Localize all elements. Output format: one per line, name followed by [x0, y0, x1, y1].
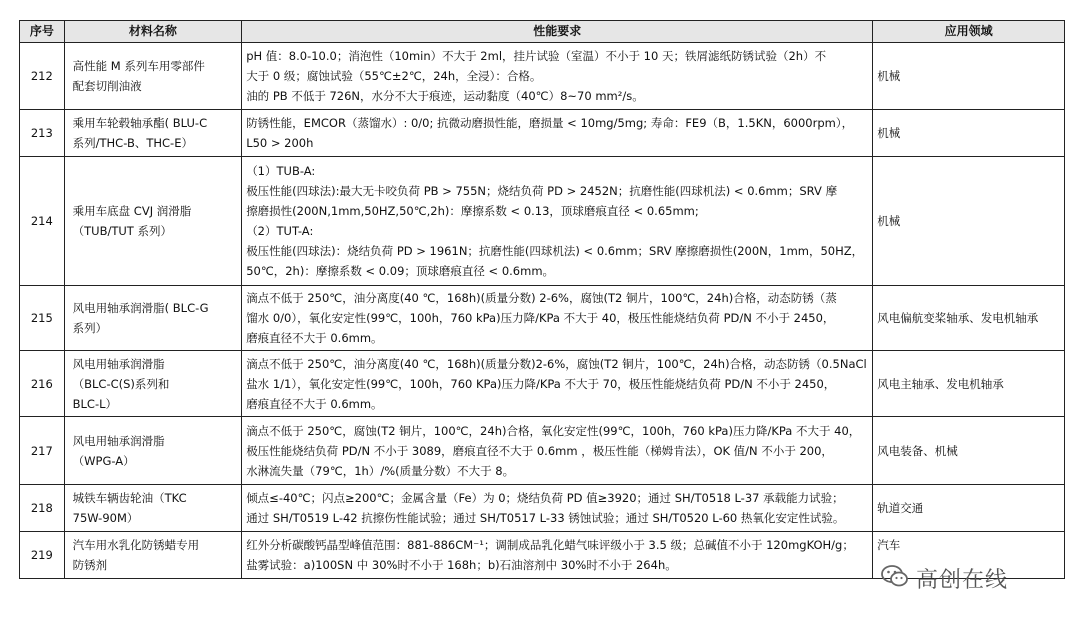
req-line: 防锈性能，EMCOR（蒸馏水）: 0/0; 抗微动磨损性能，磨损量 < 10mg/5mg; 寿命：FE9（B，1.5KN，6000rpm），	[246, 116, 854, 130]
name-line: 配套切削油液	[72, 79, 142, 93]
req-line: 极压性能(四球法)：烧结负荷 PD > 1961N；抗磨性能(四球机法) < 0.6mm；SRV 摩擦磨损性(200N，1mm，50HZ，	[246, 244, 864, 258]
application-text: 汽车	[877, 538, 901, 552]
material-name	[64, 286, 242, 351]
name-line: BLC-L）	[72, 396, 118, 411]
req-line: 倾点≤-40℃；闪点≥200℃；金属含量（Fe）为 0；烧结负荷 PD 值≥3920；通过 SH/T0518 L-37 承载能力试验；	[246, 491, 844, 505]
row-number: 213	[20, 110, 65, 157]
name-line: 城铁车辆齿轮油（TKC	[72, 491, 187, 505]
row-number: 216	[20, 351, 65, 417]
application-field: 机械	[873, 157, 1065, 286]
req-line: 磨痕直径不大于 0.6mm。	[246, 396, 383, 411]
row-number: 212	[20, 43, 65, 110]
req-line: 盐雾试验：a)100SN 中 30%时不小于 168h；b)石油溶剂中 30%时不小于 264h。	[246, 558, 677, 572]
name-line: 风电用轴承润滑脂	[72, 433, 165, 448]
req-line: 红外分析碳酸钙晶型峰值范围：881-886CM⁻¹；调制成品乳化蜡气味评级小于 3.5 级；总碱值不小于 120mgKOH/g；	[246, 538, 854, 552]
watermark-text: 高创在线	[916, 567, 1009, 593]
req-line: 擦磨损性(200N,1mm,50HZ,50℃,2h)：摩擦系数 < 0.13，顶球磨痕直径 < 0.65mm;	[246, 204, 699, 218]
material-name	[64, 485, 242, 532]
name-line: 汽车用水乳化防锈蜡专用	[72, 538, 200, 552]
row-number: 217	[20, 417, 65, 485]
wechat-icon	[880, 563, 910, 593]
header-requirements: 性能要求	[242, 21, 873, 43]
table-row	[20, 485, 1065, 532]
req-line: 滴点不低于 250℃，油分离度(40 ℃，168h)(质量分数)2-6%，腐蚀(T2 铜片，100℃，24h)合格，动态防锈（0.5NaCl	[246, 356, 867, 371]
table-row	[20, 43, 1065, 110]
material-name	[64, 532, 242, 579]
req-line: 滴点不低于 250℃，腐蚀(T2 铜片，100℃，24h)合格，氧化安定性(99℃，100h，760 kPa)压力降/KPa 不大于 40，	[246, 423, 861, 438]
requirements	[242, 485, 873, 532]
requirements	[242, 532, 873, 579]
application-field: 风电装备、机械	[873, 417, 1065, 485]
req-line: 50℃，2h)：摩擦系数 < 0.09；顶球磨痕直径 < 0.6mm。	[246, 264, 555, 278]
name-line: （WPG-A）	[72, 453, 135, 468]
requirements	[242, 43, 873, 110]
req-line: 磨痕直径不大于 0.6mm。	[246, 331, 383, 345]
name-line: 风电用轴承润滑脂( BLC-G	[72, 301, 209, 315]
req-line: L50 > 200h	[246, 136, 314, 150]
row-number: 215	[20, 286, 65, 351]
row-number: 219	[20, 532, 65, 579]
watermark	[880, 563, 1060, 593]
req-line: 通过 SH/T0519 L-42 抗擦伤性能试验；通过 SH/T0517 L-33 锈蚀试验；通过 SH/T0520 L-60 热氧化安定性试验。	[246, 511, 845, 525]
application-field: 轨道交通	[873, 485, 1065, 532]
req-line: （2）TUT-A:	[246, 224, 314, 238]
name-line: 75W-90M）	[72, 511, 139, 525]
req-line: 盐水 1/1），氧化安定性(99℃，100h，760 KPa)压力降/KPa 不大于 70，极压性能烧结负荷 PD/N 不小于 2450，	[246, 376, 836, 391]
req-line: 极压性能烧结负荷 PD/N 不小于 3089，磨痕直径不大于 0.6mm ，极压性能（梯姆肯法），OK 值/N 不小于 200，	[246, 443, 833, 458]
application-field: 机械	[873, 110, 1065, 157]
row-number: 214	[20, 157, 65, 286]
req-line: 油的 PB 不低于 726N，水分不大于痕迹，运动黏度（40℃）8~70 mm²/s。	[246, 89, 644, 103]
material-name	[64, 157, 242, 286]
materials-table	[19, 20, 1065, 579]
req-line: 水淋流失量（79℃，1h）/%(质量分数）不大于 8。	[246, 463, 515, 478]
material-name	[64, 110, 242, 157]
name-line: 防锈剂	[72, 558, 108, 572]
name-line: 高性能 M 系列车用零部件	[72, 59, 205, 73]
table-row	[20, 286, 1065, 351]
name-line: （TUB/TUT 系列）	[72, 224, 172, 238]
req-line: 馏水 0/0），氧化安定性(99℃，100h，760 kPa)压力降/KPa 不大于 40，极压性能烧结负荷 PD/N 不小于 2450，	[246, 311, 835, 325]
requirements	[242, 286, 873, 351]
req-line: 大于 0 级；腐蚀试验（55℃±2℃，24h，全浸）：合格。	[246, 69, 542, 83]
req-line: （1）TUB-A:	[246, 164, 316, 178]
header-name: 材料名称	[64, 21, 242, 43]
name-line: 系列/THC-B、THC-E）	[72, 136, 193, 150]
application-field: 风电主轴承、发电机轴承	[873, 351, 1065, 417]
name-line: （BLC-C(S)系列和	[72, 376, 170, 391]
name-line: 乘用车底盘 CVJ 润滑脂	[72, 204, 192, 218]
material-name	[64, 417, 242, 485]
requirements	[242, 157, 873, 286]
requirements	[242, 417, 873, 485]
table-row	[20, 110, 1065, 157]
header-row	[20, 21, 1065, 43]
name-line: 系列）	[72, 321, 108, 335]
req-line: pH 值：8.0-10.0；消泡性（10min）不大于 2ml，挂片试验（室温）不小于 10 天；铁屑滤纸防锈试验（2h）不	[246, 49, 827, 63]
header-application: 应用领域	[873, 21, 1065, 43]
req-line: 极压性能(四球法):最大无卡咬负荷 PB > 755N；烧结负荷 PD > 2452N；抗磨性能(四球机法) < 0.6mm；SRV 摩	[246, 184, 838, 198]
name-line: 乘用车轮毂轴承酯( BLU-C	[72, 116, 208, 130]
table-row	[20, 157, 1065, 286]
header-no: 序号	[20, 21, 65, 43]
material-name	[64, 43, 242, 110]
application-field: 风电偏航变桨轴承、发电机轴承	[873, 286, 1065, 351]
requirements	[242, 110, 873, 157]
req-line: 滴点不低于 250℃，油分离度(40 ℃，168h)(质量分数) 2-6%，腐蚀(T2 铜片，100℃，24h)合格，动态防锈（蒸	[246, 291, 837, 305]
table-row	[20, 417, 1065, 485]
requirements	[242, 351, 873, 417]
application-field: 机械	[873, 43, 1065, 110]
table-row	[20, 351, 1065, 417]
name-line: 风电用轴承润滑脂	[72, 356, 165, 371]
row-number: 218	[20, 485, 65, 532]
material-name	[64, 351, 242, 417]
